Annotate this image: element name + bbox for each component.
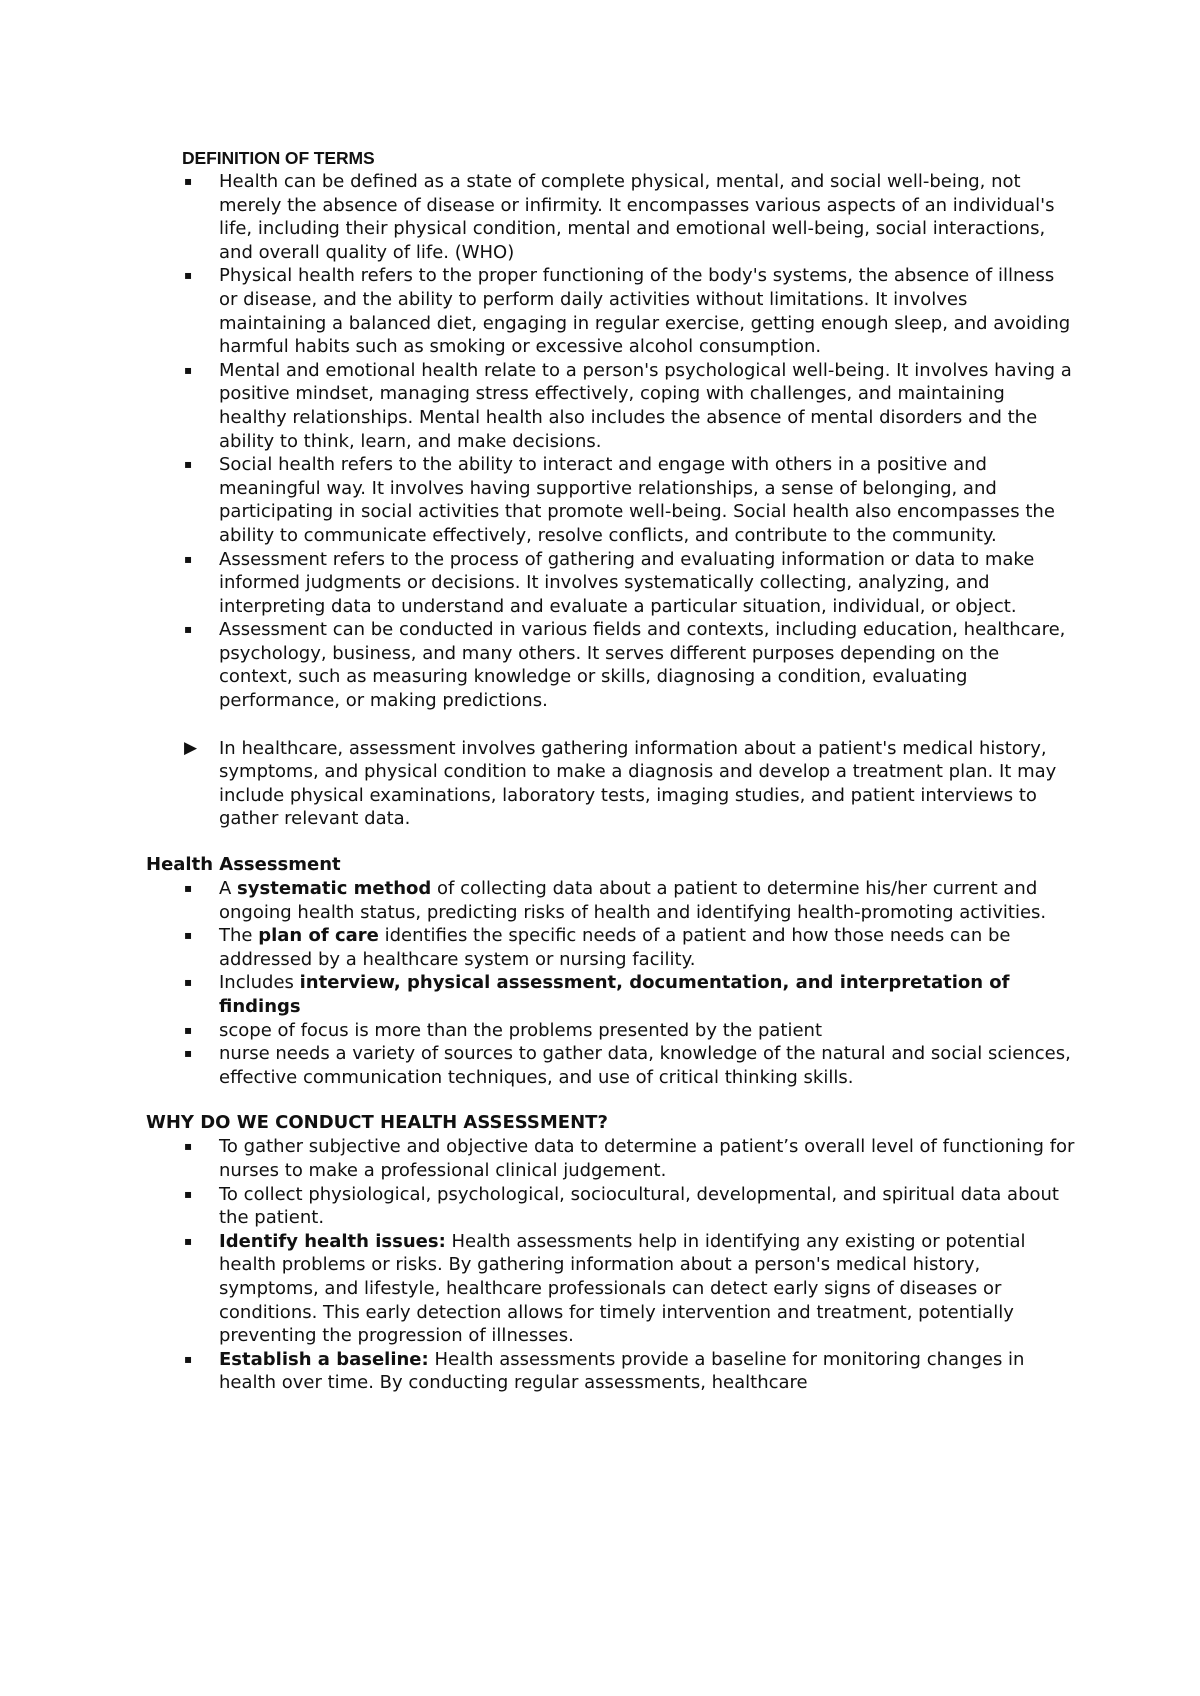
- bullet-icon: ▪: [184, 1046, 193, 1061]
- list-item: ▪ To gather subjective and objective data to determine a patient’s overall level of functioning for nurses to make a professional clinical judgement.: [184, 1136, 1075, 1181]
- definition-of-terms-list: [146, 170, 1076, 713]
- bullet-icon: ▪: [184, 622, 193, 637]
- list-item: ▪ Physical health refers to the proper functioning of the body's systems, the absence of illness or disease, and the ability to perform daily activities without limitations. It involves maintaining a balanced diet, engaging in regular exercise, getting enough sleep, and avoiding harmful habits such as smoking or excessive alcohol consumption.: [184, 265, 1071, 358]
- list-item: ▪ Identify health issues: Health assessments help in identifying any existing or potential health problems or risks. By gathering information about a person's medical history, symptoms, and lifestyle, healthcare professionals can detect early signs of diseases or conditions. This early detection allows for timely intervention and treatment, potentially preventing the progression of illnesses.: [184, 1230, 1026, 1347]
- bullet-icon: ▪: [184, 1022, 193, 1037]
- list-item: ▪ Assessment can be conducted in various fields and contexts, including education, healthcare, psychology, business, and many others. It serves different purposes depending on the context, such as measuring knowledge or skills, diagnosing a condition, evaluating performance, or making predictions.: [184, 619, 1066, 712]
- why-conduct-heading: WHY DO WE CONDUCT HEALTH ASSESSMENT?: [146, 1112, 608, 1134]
- bullet-icon: ▪: [184, 928, 193, 943]
- list-item: ▪ Assessment refers to the process of gathering and evaluating information or data to make informed judgments or decisions. It involves systematically collecting, analyzing, and interpreting data to understand and evaluate a particular situation, individual, or object.: [184, 548, 1035, 617]
- document-content: [146, 146, 1076, 1395]
- bullet-icon: ▪: [184, 1186, 193, 1201]
- list-item: ▪ Social health refers to the ability to interact and engage with others in a positive and meaningful way. It involves having supportive relationships, a sense of belonging, and participating in social activities that promote well-being. Social health also encompasses the ability to communicate effectively, resolve conflicts, and contribute to the community.: [184, 454, 1055, 546]
- list-item: ▪ Mental and emotional health relate to a person's psychological well-being. It involves having a positive mindset, managing stress effectively, coping with challenges, and maintaining healthy relationships. Mental health also includes the absence of mental disorders and the ability to think, learn, and make decisions.: [184, 359, 1072, 452]
- list-item: ▪ A systematic method of collecting data about a patient to determine his/her current and ongoing health status, predicting risks of health and identifying health-promoting activities.: [184, 878, 1047, 923]
- bullet-icon: ▪: [184, 1139, 193, 1154]
- bullet-icon: ▪: [184, 881, 193, 896]
- list-item: ▪ scope of focus is more than the problems presented by the patient: [184, 1019, 823, 1041]
- arrow-bullet-icon: ▶: [184, 737, 198, 758]
- bullet-icon: ▪: [184, 1233, 193, 1248]
- spacer: [146, 713, 1076, 737]
- bullet-icon: ▪: [184, 362, 193, 377]
- health-assessment-list: [146, 877, 1076, 1089]
- list-item: ▪ Establish a baseline: Health assessments provide a baseline for monitoring changes in health over time. By conducting regular assessments, healthcare: [184, 1348, 1025, 1394]
- spacer: [146, 1089, 1076, 1111]
- list-item: ▪ To collect physiological, psychological, sociocultural, developmental, and spiritual data about the patient.: [184, 1183, 1059, 1229]
- health-assessment-heading: Health Assessment: [146, 854, 341, 876]
- bullet-icon: ▪: [184, 975, 193, 990]
- healthcare-assessment-list: [146, 737, 1076, 831]
- list-item: ▪ The plan of care identifies the specific needs of a patient and how those needs can be addressed by a healthcare system or nursing facility.: [184, 925, 1011, 970]
- list-item: ▪ Health can be defined as a state of complete physical, mental, and social well-being, not merely the absence of disease or infirmity. It encompasses various aspects of an individual's life, including their physical condition, mental and emotional well-being, social interactions, and overall quality of life. (WHO): [184, 171, 1055, 263]
- bullet-icon: ▪: [184, 1351, 193, 1366]
- why-conduct-list: [146, 1135, 1076, 1395]
- bullet-icon: ▪: [184, 551, 193, 566]
- bullet-icon: ▪: [184, 457, 193, 472]
- bullet-icon: ▪: [184, 268, 193, 283]
- list-item: ▪ nurse needs a variety of sources to gather data, knowledge of the natural and social sciences, effective communication techniques, and use of critical thinking skills.: [184, 1043, 1071, 1088]
- spacer: [146, 831, 1076, 853]
- bullet-icon: ▪: [184, 174, 193, 188]
- list-item: ▶ In healthcare, assessment involves gathering information about a patient's medical history, symptoms, and physical condition to make a diagnosis and develop a treatment plan. It may include physical examinations, laboratory tests, imaging studies, and patient interviews to gather relevant data.: [184, 737, 1057, 830]
- definition-of-terms-heading: DEFINITION OF TERMS: [182, 148, 375, 168]
- list-item: ▪ Includes interview, physical assessment, documentation, and interpretation of findings: [184, 972, 1010, 1017]
